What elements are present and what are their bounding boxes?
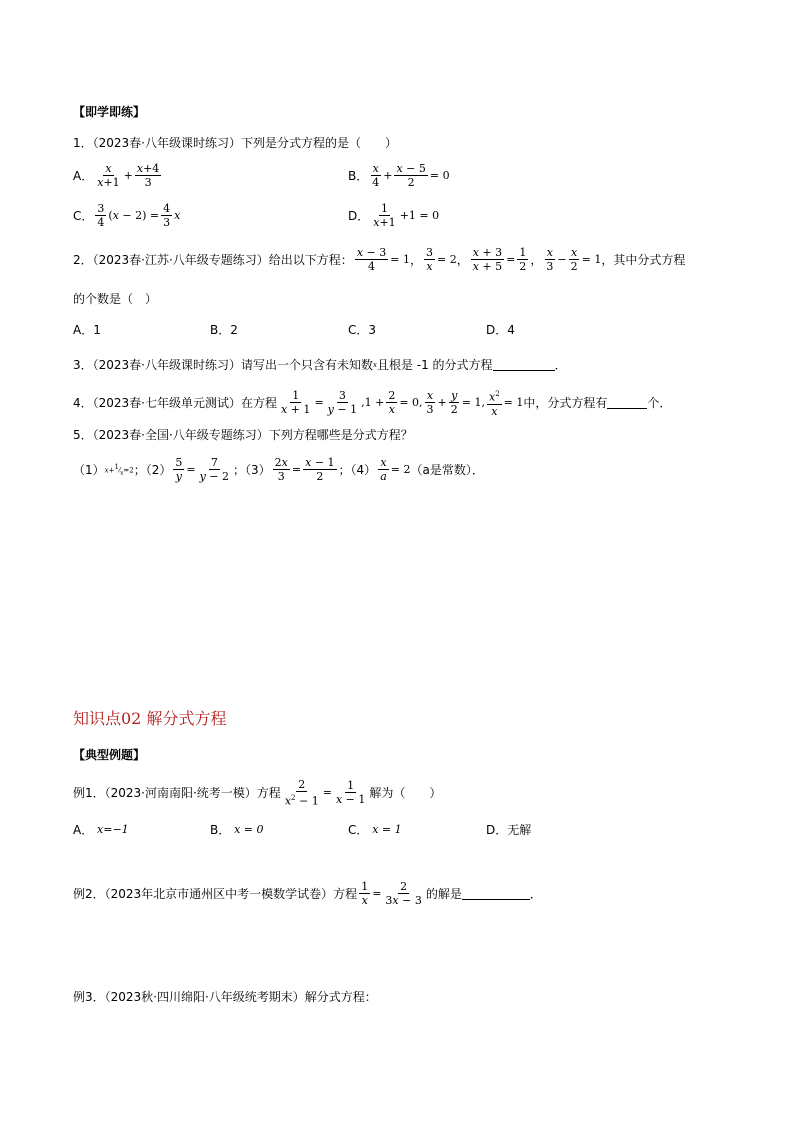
- q1-option-d: D． $\frac{1}{x+1}$ +1 = 0: [348, 202, 440, 229]
- section-heading: 知识点02 解分式方程: [73, 709, 227, 728]
- example-2: 例2．（2023年北京市通州区中考一模数学试卷）方程 $\frac{1}{x}$ = $\frac{2}{3x - 3}$ 的解是 ．: [73, 880, 542, 907]
- question-2-line2: 的个数是（ ）: [73, 292, 158, 306]
- ex1-option-d: D．无解: [486, 823, 532, 837]
- q1-option-c: C． $\frac{3}{4}$ (x − 2) = $\frac{4}{3}$ x: [73, 202, 181, 229]
- question-1-stem: 1．（2023春·八年级课时练习）下列是分式方程的是（ ）: [73, 136, 397, 150]
- answer-blank[interactable]: [462, 887, 530, 900]
- section-label-examples: 【典型例题】: [73, 748, 146, 762]
- example-3: 例3．（2023秋·四川绵阳·八年级统考期末）解分式方程：: [73, 990, 377, 1004]
- answer-blank[interactable]: [607, 396, 647, 409]
- answer-blank[interactable]: [493, 358, 555, 371]
- ex1-option-a: A． x=−1: [73, 823, 129, 837]
- question-5-stem: 5．（2023春·全国·八年级专题练习）下列方程哪些是分式方程？: [73, 428, 413, 442]
- q2-option-c: C．3: [348, 323, 377, 337]
- q1-option-b: B． $\frac{x}{4}$ + $\frac{x - 5}{2}$ = 0: [348, 162, 450, 189]
- section-label-practice: 【即学即练】: [73, 105, 146, 119]
- q2-option-d: D．4: [486, 323, 515, 337]
- q2-option-b: B．2: [210, 323, 238, 337]
- question-4: 4．（2023春·七年级单元测试）在方程 $\frac{1}{x + 1}$ = $\frac{3}{y - 1}$ ,1 + $\frac{2}{x}$ = 0, $\frac{x}{3}$ + $\frac{y}{2}$ = 1, $\frac{x^2}{x}$ = 1 中，分式方程有 个．: [73, 389, 672, 418]
- question-5-items: （1） $x+^1⁄_x=2$ ；（2） $\frac{5}{y}$ = $\frac{7}{y - 2}$ ；（3） $\frac{2x}{3}$ = $\frac{x - 1}{2}$ ；（4） $\frac{x}{a}$ = 2 （a是常数）．: [73, 456, 484, 483]
- ex1-option-b: B． x = 0: [210, 823, 264, 837]
- example-1: 例1．（2023·河南南阳·统考一模）方程 $\frac{2}{x^2 - 1}$ = $\frac{1}{x - 1}$ 解为（ ）: [73, 778, 442, 808]
- question-2-stem: 2．（2023春·江苏·八年级专题练习）给出以下方程： $\frac{x - 3}{4}$ = 1 ， $\frac{3}{x}$ = 2 ， $\frac{x + 3}{x + 5}$ = $\frac{1}{2}$ ， $\frac{x}{3}$ − $\frac{x}{2}$ = 1 ，其中分式方程: [73, 246, 686, 273]
- q1-option-a: A． $\frac{x}{x+1}$ + $\frac{x+4}{3}$: [73, 162, 160, 189]
- ex1-option-c: C． x = 1: [348, 823, 402, 837]
- question-3: 3．（2023春·八年级课时练习）请写出一个只含有未知数 x 且根是 -1 的分式方程 ．: [73, 358, 567, 372]
- q2-option-a: A．1: [73, 323, 101, 337]
